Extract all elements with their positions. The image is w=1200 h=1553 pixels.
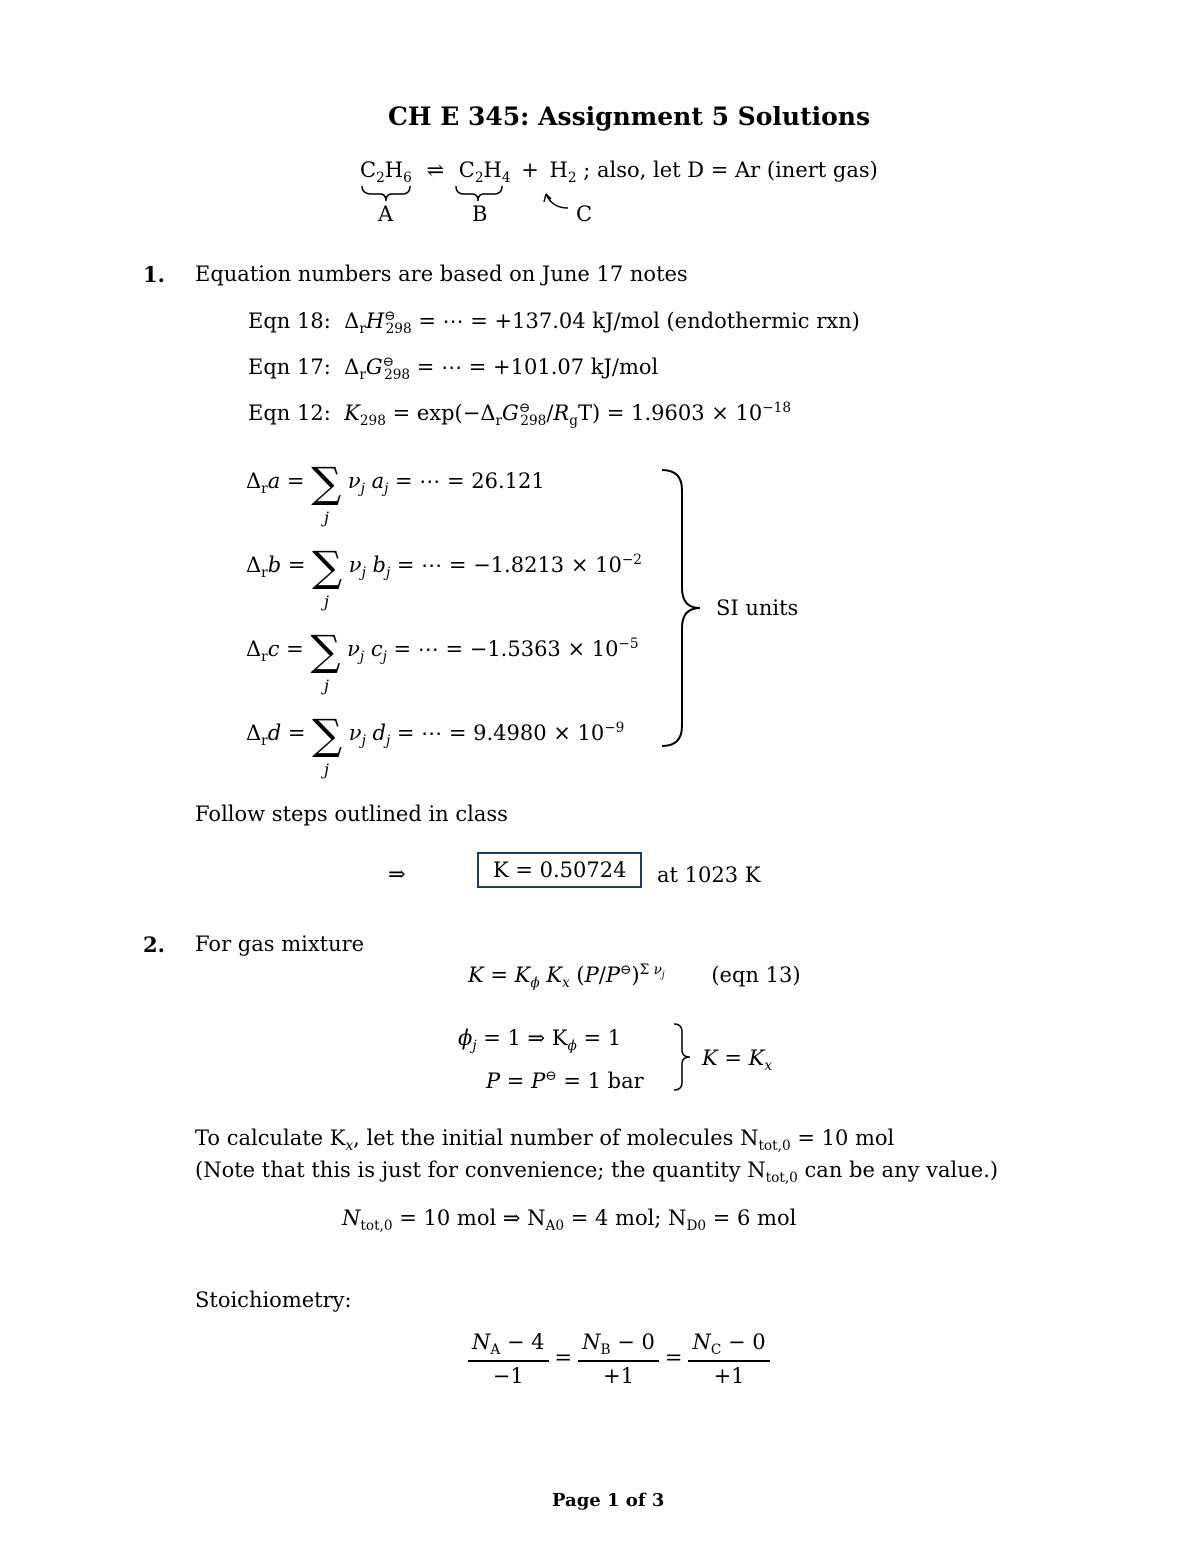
k-equals-kx: $K = K_x$: [702, 1046, 773, 1075]
sum-b-line: $\Delta_rb$ = ∑ $\nu_j$ $b_j$ = ⋯ = $-1.8213 \times 10^{-2}$: [246, 542, 642, 591]
label-b: B: [472, 202, 488, 226]
page-title: CH E 345: Assignment 5 Solutions: [388, 102, 871, 131]
implies-symbol: ⇒: [388, 862, 406, 886]
eqn18-line: Eqn 18: $\Delta_rH^⊖_{298}$ = ⋯ = +137.04 kJ/mol (endothermic rxn): [248, 308, 860, 338]
arrow-to-c-icon: [538, 188, 578, 218]
result-temperature: at 1023 K: [657, 863, 761, 887]
calc-line-1: To calculate $K_x$, let the initial number of molecules $N_{tot,0} = 10$ mol: [195, 1126, 895, 1155]
result-box: K = 0.50724: [477, 852, 642, 888]
calc-line-2: (Note that this is just for convenience; the quantity $N_{tot,0}$ can be any value.): [195, 1158, 999, 1187]
follow-steps-text: Follow steps outlined in class: [195, 802, 508, 826]
sum-d-line: $\Delta_rd$ = ∑ $\nu_j$ $d_j$ = ⋯ = $9.4980 \times 10^{-9}$: [246, 710, 625, 759]
sum-index: j: [324, 676, 329, 695]
initial-moles-line: $N_{tot,0} = 10$ mol ⇒ $N_{A0} = 4$ mol; $N_{D0} = 6$ mol: [342, 1206, 797, 1235]
reaction-equation: $C_2H_6$ ⇌ $C_2H_4 + H_2$ ; also, let D = Ar (inert gas): [360, 158, 878, 187]
q1-number: 1.: [143, 262, 165, 287]
stoichiometry-label: Stoichiometry:: [195, 1288, 352, 1312]
right-brace-icon: [660, 466, 710, 752]
q1-intro: Equation numbers are based on June 17 notes: [195, 262, 688, 286]
page-footer: Page 1 of 3: [552, 1490, 665, 1511]
q2-intro: For gas mixture: [195, 932, 365, 956]
underbrace-marks: [358, 184, 528, 204]
sum-index: j: [324, 760, 329, 779]
sum-index: j: [324, 592, 329, 611]
label-c: C: [576, 202, 593, 226]
sum-index: j: [324, 508, 329, 527]
small-right-brace-icon: [672, 1022, 698, 1092]
q2-number: 2.: [143, 932, 165, 957]
pressure-line: P = P⊖ = 1 bar: [486, 1068, 644, 1093]
label-a: A: [378, 202, 394, 226]
phi-line: $\phi_j = 1$ ⇒ $K_\phi = 1$: [458, 1026, 622, 1055]
si-units-label: SI units: [716, 596, 799, 620]
sum-c-line: $\Delta_rc$ = ∑ $\nu_j$ $c_j$ = ⋯ = $-1.5363 \times 10^{-5}$: [246, 626, 639, 675]
sum-a-line: $\Delta_ra$ = ∑ $\nu_j$ $a_j$ = ⋯ = 26.121: [246, 458, 545, 507]
eqn17-line: Eqn 17: $\Delta_rG^⊖_{298}$ = ⋯ = +101.07 kJ/mol: [248, 354, 659, 384]
eqn13-line: $K = K_\phi$ $K_x$ $(P/P^⊖)^{\Sigma \nu_j}$ (eqn 13): [468, 962, 801, 992]
eqn12-line: Eqn 12: $K_{298} = \exp(-\Delta_rG^⊖_{298}/R_gT) = 1.9603 \times 10^{-18}$: [248, 400, 792, 430]
stoichiometry-equation: $\frac{N_A - 4}{-1}$ = $\frac{N_B - 0}{+1}$ = $\frac{N_C - 0}{+1}$: [462, 1330, 776, 1388]
